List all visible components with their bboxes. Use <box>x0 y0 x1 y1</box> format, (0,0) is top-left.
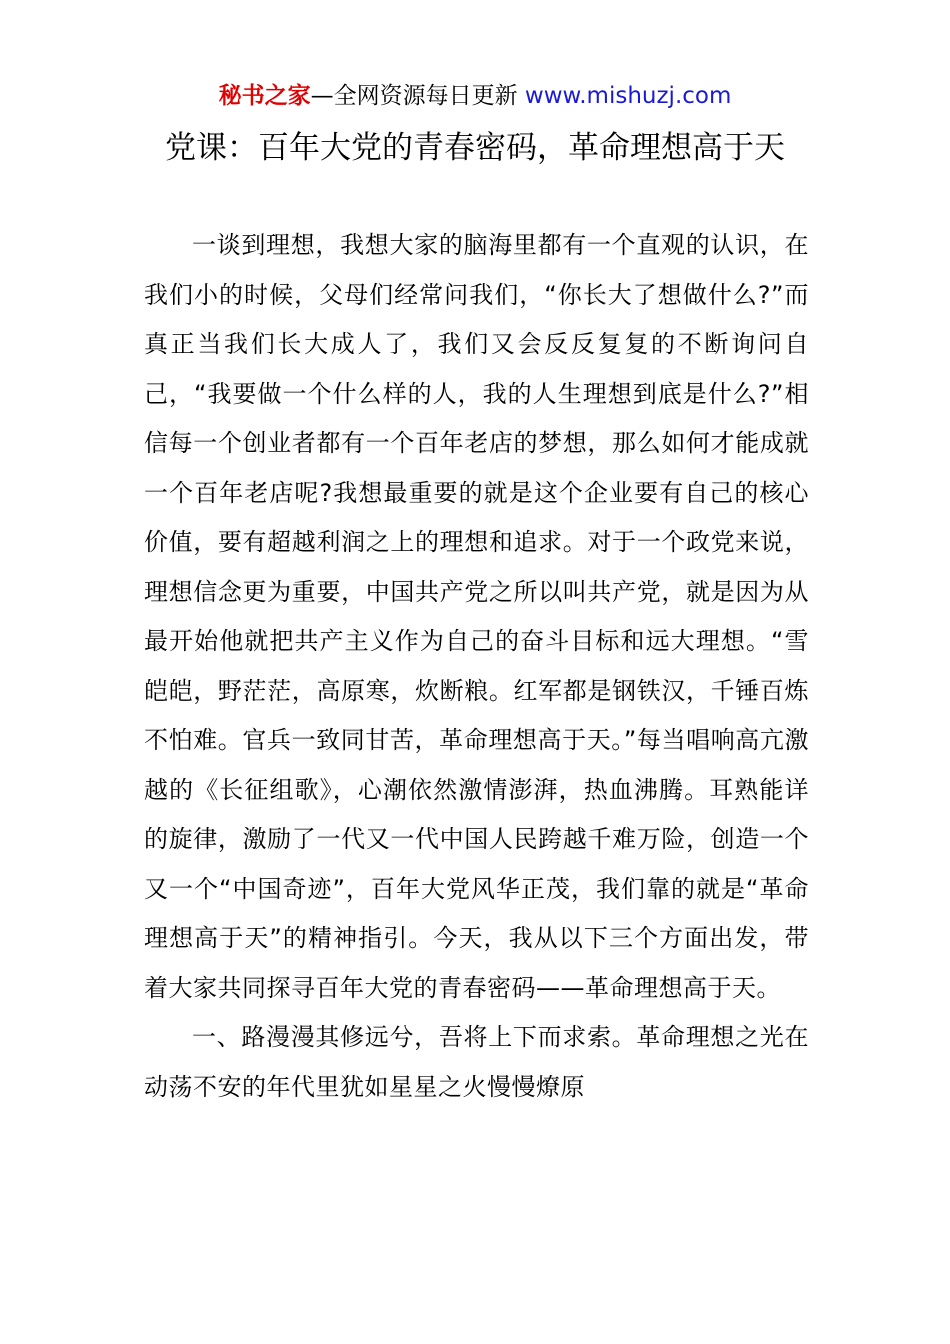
site-tagline: —全网资源每日更新 <box>310 83 525 109</box>
site-brand: 秘书之家 <box>218 83 311 109</box>
paragraph-intro: 一谈到理想，我想大家的脑海里都有一个直观的认识，在我们小的时候，父母们经常问我们，“你长大了想做什么?”而真正当我们长大成人了，我们又会反反复复的不断询问自己，“我要做一个什么样的人，我的人生理想到底是什么?”相信每一个创业者都有一个百年老店的梦想，那么如何才能成就一个百年老店呢?我想最重要的就是这个企业要有自己的核心价值，要有超越利润之上的理想和追求。对于一个政党来说，理想信念更为重要，中国共产党之所以叫共产党，就是因为从最开始他就把共产主义作为自己的奋斗目标和远大理想。“雪皑皑，野茫茫，高原寒，炊断粮。红军都是钢铁汉，千锤百炼不怕难。官兵一致同甘苦，革命理想高于天。”每当唱响高亢激越的《长征组歌》，心潮依然激情澎湃，热血沸腾。耳熟能详的旋律，激励了一代又一代中国人民跨越千难万险，创造一个又一个“中国奇迹”，百年大党风华正茂，我们靠的就是“革命理想高于天”的精神指引。今天，我从以下三个方面出发，带着大家共同探寻百年大党的青春密码——革命理想高于天。 <box>144 231 809 1002</box>
document-title: 党课：百年大党的青春密码，革命理想高于天 <box>165 130 785 166</box>
site-header <box>0 80 950 112</box>
site-url-link[interactable]: www.mishuzj.com <box>524 83 732 109</box>
document-body <box>144 221 809 1112</box>
paragraph-section-one: 一、路漫漫其修远兮，吾将上下而求索。革命理想之光在动荡不安的年代里犹如星星之火慢慢燎原 <box>144 1023 809 1101</box>
